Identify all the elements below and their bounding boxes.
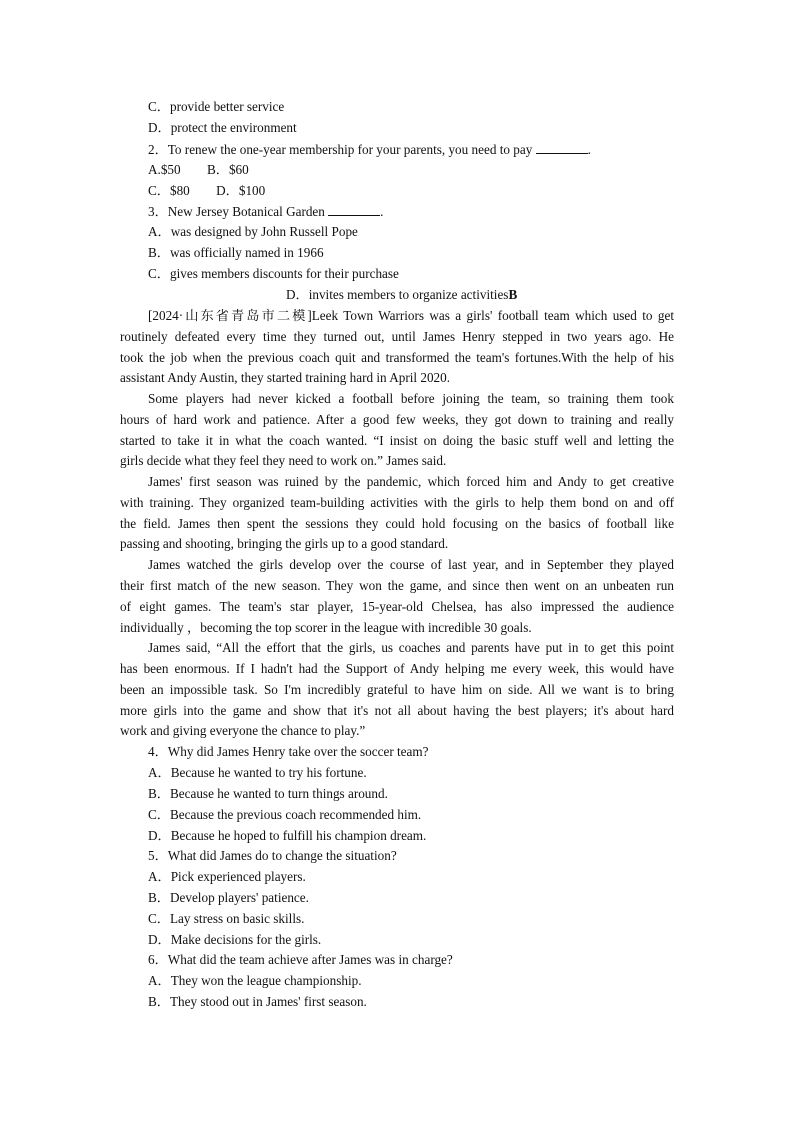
q4-option-d: D．Because he hoped to fulfill his champion dream. xyxy=(148,828,427,843)
q3-option-d-text: D．invites members to organize activities xyxy=(286,287,509,302)
q4-stem: 4．Why did James Henry take over the soccer team? xyxy=(148,744,429,759)
answer-blank xyxy=(328,203,380,216)
q5-option-d: D．Make decisions for the girls. xyxy=(148,932,322,947)
passage-line: girls decide what they feel they need to work on.” James said. xyxy=(120,453,447,468)
passage-line: started to take it in what the coach wanted. “I insist on doing the basic stuff well and letting the xyxy=(120,433,674,448)
q2-stem xyxy=(148,141,591,158)
q4-option-a: A．Because he wanted to try his fortune. xyxy=(148,765,367,780)
q5-stem: 5．What did James do to change the situation? xyxy=(148,848,397,863)
passage-line: more girls into the game and show that it's not all about having the best players; it's about hard xyxy=(120,703,674,718)
q3-option-c: C．gives members discounts for their purchase xyxy=(148,266,399,281)
q2-options-ab: A.$50 B．$60 xyxy=(148,162,249,177)
passage-line: the field. James then spent the sessions they could hold focusing on the basics of football like xyxy=(120,516,674,531)
q6-option-b: B．They stood out in James' first season. xyxy=(148,994,367,1009)
q4-option-c: C．Because the previous coach recommended him. xyxy=(148,807,422,822)
section-mark: B xyxy=(508,287,518,302)
passage-line: hours of hard work and patience. After a good few weeks, they got down to training and really xyxy=(120,412,674,427)
passage-line: their first match of the new season. They won the game, and since then went on an unbeaten run xyxy=(120,578,674,593)
q3-stem-text: 3．New Jersey Botanical Garden xyxy=(148,204,325,219)
passage-line: [2024·山东省青岛市二模]Leek Town Warriors was a girls' football team which used to get xyxy=(148,308,674,323)
passage-line: of eight games. The team's star player, 15-year-old Chelsea, has also impressed the audience xyxy=(120,599,674,614)
q5-option-c: C．Lay stress on basic skills. xyxy=(148,911,305,926)
passage-line: James' first season was ruined by the pandemic, which forced him and Andy to get creative xyxy=(148,474,674,489)
passage-line: James said, “All the effort that the girls, us coaches and parents have put in to get this point xyxy=(148,640,674,655)
q3-option-a: A．was designed by John Russell Pope xyxy=(148,224,358,239)
q3-stem-end: . xyxy=(380,204,384,219)
passage-line: been an impossible task. So I'm incredibly grateful to have him on side. All we want is to bring xyxy=(120,682,674,697)
q5-option-a: A．Pick experienced players. xyxy=(148,869,306,884)
answer-blank xyxy=(536,141,588,154)
q3-option-b: B．was officially named in 1966 xyxy=(148,245,324,260)
passage-line: Some players had never kicked a football before joining the team, so training them took xyxy=(148,391,674,406)
q1-option-c: C．provide better service xyxy=(148,99,285,114)
q3-stem xyxy=(148,203,383,220)
q1-option-d: D．protect the environment xyxy=(148,120,297,135)
q5-option-b: B．Develop players' patience. xyxy=(148,890,309,905)
passage-line: work and giving everyone the chance to play.” xyxy=(120,723,366,738)
passage-line: has been enormous. If I hadn't had the Support of Andy helping me every week, this would have xyxy=(120,661,674,676)
q2-options-cd: C．$80 D．$100 xyxy=(148,183,266,198)
passage-line: with training. They organized team-building activities with the girls to help them bond on and off xyxy=(120,495,674,510)
passage-line: James watched the girls develop over the course of last year, and in September they played xyxy=(148,557,674,572)
passage-line: routinely defeated every time they turned out, until James Henry stepped in two years ago. He xyxy=(120,329,674,344)
q6-option-a: A．They won the league championship. xyxy=(148,973,362,988)
passage-line: took the job when the previous coach quit and transformed the team's fortunes.With the help of his xyxy=(120,350,674,365)
q4-option-b: B．Because he wanted to turn things around. xyxy=(148,786,388,801)
passage-line: assistant Andy Austin, they started training hard in April 2020. xyxy=(120,370,451,385)
passage-line: passing and shooting, bringing the girls up to a good standard. xyxy=(120,536,449,551)
q2-stem-end: . xyxy=(587,142,591,157)
q2-stem-text: 2．To renew the one-year membership for your parents, you need to pay xyxy=(148,142,533,157)
q3-option-d xyxy=(286,287,517,303)
passage-line: individually ，becoming the top scorer in the league with incredible 30 goals. xyxy=(120,620,532,635)
q6-stem: 6．What did the team achieve after James was in charge? xyxy=(148,952,453,967)
